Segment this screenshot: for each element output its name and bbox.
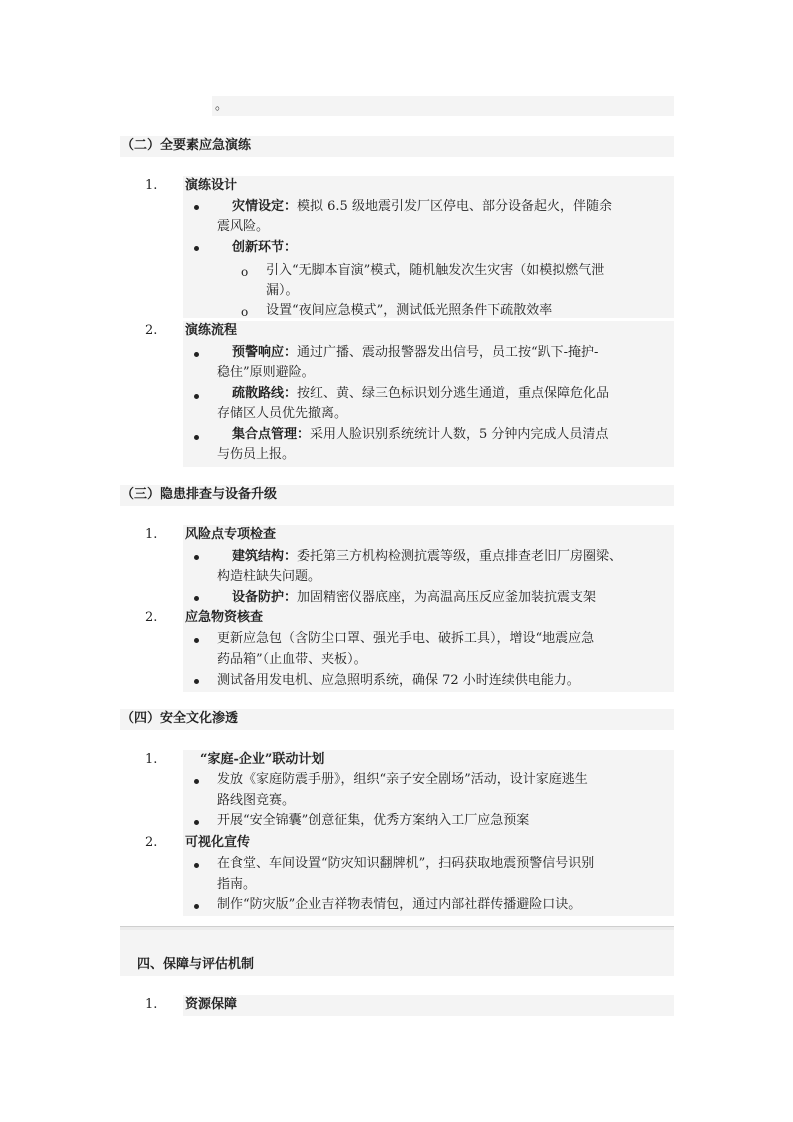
list-number: 1. xyxy=(145,997,158,1012)
bullet-text-cont: 路线图竞赛。 xyxy=(217,793,296,808)
bullet-text: 灾情设定：模拟 6.5 级地震引发厂区停电、部分设备起火，伴随余 xyxy=(232,199,612,214)
bullet-text: 集合点管理：采用人脸识别系统统计人数，5 分钟内完成人员清点 xyxy=(232,427,609,442)
bullet-dot xyxy=(194,820,199,825)
bullet-text: 发放《家庭防震手册》，组织“亲子安全剧场”活动，设计家庭逃生 xyxy=(217,772,588,787)
bullet-dot xyxy=(194,596,199,601)
bullet-dot xyxy=(194,205,199,210)
bullet-text-cont: 震风险。 xyxy=(217,219,270,234)
sub-bullet-circle: o xyxy=(241,305,249,319)
bullet-text-cont: 存储区人员优先撤离。 xyxy=(217,406,348,421)
top-fragment: 。 xyxy=(215,98,229,113)
bullet-text: 疏散路线：按红、黄、绿三色标识划分逃生通道，重点保障危化品 xyxy=(232,386,610,401)
bullet-text: 开展“安全锦囊”创意征集，优秀方案纳入工厂应急预案 xyxy=(217,813,530,828)
sub-bullet-circle: o xyxy=(241,265,249,279)
bullet-text-cont: 指南。 xyxy=(217,877,257,892)
bullet-text-cont: 与伤员上报。 xyxy=(217,447,296,462)
sub-bullet-text: 引入“无脚本盲演”模式，随机触发次生灾害（如模拟燃气泄 xyxy=(266,263,605,278)
bullet-dot xyxy=(194,863,199,868)
list-title: 可视化宣传 xyxy=(185,835,251,850)
bullet-dot xyxy=(194,555,199,560)
list-title: “家庭-企业”联动计划 xyxy=(200,752,325,767)
section-heading-4: （四）安全文化渗透 xyxy=(121,711,239,726)
list-item-block xyxy=(183,995,674,1016)
bullet-text-cont: 药品箱”（止血带、夹板）。 xyxy=(217,652,367,667)
list-title: 应急物资核查 xyxy=(185,610,264,625)
bullet-text: 制作“防灾版”企业吉祥物表情包，通过内部社群传播避险口诀。 xyxy=(217,897,582,912)
sub-bullet-text-cont: 漏）。 xyxy=(266,283,299,298)
bullet-dot xyxy=(194,679,199,684)
bullet-dot xyxy=(194,352,199,357)
bullet-dot xyxy=(194,779,199,784)
bullet-text: 建筑结构：委托第三方机构检测抗震等级，重点排查老旧厂房圈梁、 xyxy=(232,549,623,564)
bullet-text: 预警响应：通过广播、震动报警器发出信号，员工按“趴下-掩护- xyxy=(232,345,599,360)
part-heading: 四、保障与评估机制 xyxy=(137,957,255,972)
section-heading-2: （二）全要素应急演练 xyxy=(121,138,252,153)
list-title: 风险点专项检查 xyxy=(185,527,277,542)
bullet-dot xyxy=(194,246,199,251)
list-title: 资源保障 xyxy=(185,997,238,1012)
sub-bullet-text: 设置“夜间应急模式”，测试低光照条件下疏散效率 xyxy=(266,303,553,318)
list-number: 1. xyxy=(145,752,158,767)
list-title: 演练流程 xyxy=(185,323,238,338)
bullet-text: 测试备用发电机、应急照明系统，确保 72 小时连续供电能力。 xyxy=(217,673,580,688)
bullet-text-cont: 构造柱缺失问题。 xyxy=(217,569,322,584)
list-number: 2. xyxy=(145,323,158,338)
bullet-text: 在食堂、车间设置“防灾知识翻牌机”，扫码获取地震预警信号识别 xyxy=(217,856,595,871)
section-heading-3: （三）隐患排查与设备升级 xyxy=(121,487,278,502)
bullet-text: 设备防护：加固精密仪器底座，为高温高压反应釜加装抗震支架 xyxy=(232,590,597,605)
bullet-label: 创新环节： xyxy=(232,240,298,255)
bullet-dot xyxy=(194,394,199,399)
list-number: 1. xyxy=(145,178,158,193)
bullet-text: 更新应急包（含防尘口罩、强光手电、破拆工具），增设“地震应急 xyxy=(217,631,595,646)
top-fragment-block xyxy=(212,96,674,116)
list-number: 2. xyxy=(145,610,158,625)
bullet-dot xyxy=(194,435,199,440)
bullet-dot xyxy=(194,904,199,909)
bullet-text-cont: 稳住”原则避险。 xyxy=(217,365,315,380)
list-number: 1. xyxy=(145,527,158,542)
list-number: 2. xyxy=(145,835,158,850)
list-title: 演练设计 xyxy=(185,178,238,193)
bullet-dot xyxy=(194,638,199,643)
